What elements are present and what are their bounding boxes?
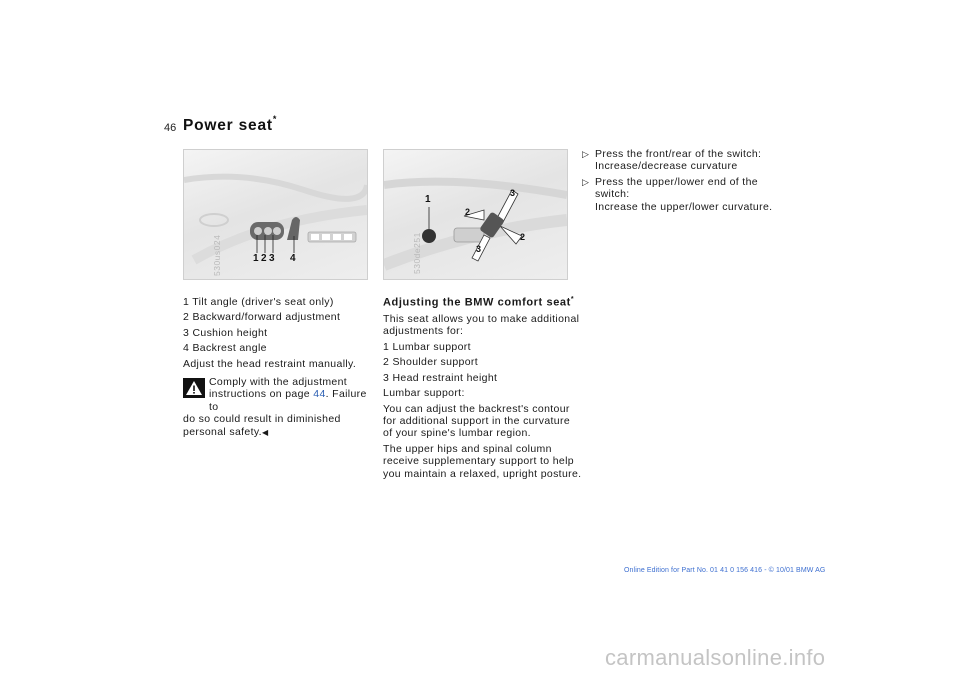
middle-column — [383, 294, 583, 480]
warning-line — [183, 388, 378, 413]
paragraph-line: you maintain a relaxed, upright posture. — [383, 467, 582, 480]
callout-3-lower: 3 — [476, 244, 482, 254]
comfort-seat-photo — [383, 149, 568, 280]
warning-text: . Failure to — [209, 388, 367, 413]
page-number: 46 — [164, 122, 177, 134]
callout-3: 3 — [269, 253, 275, 264]
warning-line: do so could result in diminished — [183, 413, 341, 426]
paragraph-line: for additional support in the curvature — [383, 414, 571, 427]
callout-1: 1 — [253, 253, 259, 264]
section-heading — [383, 294, 583, 309]
bullet-line: Increase/decrease curvature — [595, 160, 738, 173]
paragraph-line: The upper hips and spinal column — [383, 442, 552, 455]
optional-equipment-mark: * — [570, 296, 575, 303]
callout-2: 2 — [261, 253, 267, 264]
lumbar-label: Lumbar support: — [383, 387, 465, 400]
right-column — [583, 148, 783, 216]
bullet-item — [583, 176, 783, 213]
callout-1: 1 — [425, 194, 431, 205]
list-item: 3 Cushion height — [183, 326, 268, 339]
callout-3: 3 — [510, 188, 516, 198]
warning-icon — [183, 378, 205, 398]
callout-4: 4 — [290, 253, 296, 264]
figure-code: 530us024 — [212, 234, 222, 276]
end-mark-icon: ◀ — [261, 427, 269, 437]
warning-line — [183, 426, 378, 439]
warning-text: personal safety. — [183, 425, 262, 438]
bullet-line: switch: — [595, 188, 630, 201]
paragraph-line: of your spine's lumbar region. — [383, 427, 531, 440]
seat-switch-photo — [183, 149, 368, 280]
bullet-item — [583, 148, 783, 173]
list-item: 4 Backrest angle — [183, 342, 267, 355]
list-item: 2 Shoulder support — [383, 356, 479, 369]
list-item: 1 Lumbar support — [383, 340, 471, 353]
callout-2-lower: 2 — [520, 232, 526, 242]
paragraph-line: You can adjust the backrest's contour — [383, 402, 570, 415]
bullet-line: ▷ Press the front/rear of the switch: — [595, 148, 762, 160]
footer-edition-note: Online Edition for Part No. 01 41 0 156 416 - © 10/01 BMW AG — [624, 567, 826, 574]
warning-line: Comply with the adjustment — [209, 376, 348, 389]
list-item: 2 Backward/forward adjustment — [183, 311, 341, 324]
head-restraint-note: Adjust the head restraint manually. — [183, 357, 357, 370]
callout-2: 2 — [465, 207, 471, 217]
left-column — [183, 296, 378, 439]
list-item: 1 Tilt angle (driver's seat only) — [183, 296, 334, 308]
page-reference-link[interactable]: 44 — [313, 388, 326, 401]
bullet-line: Increase the upper/lower curvature. — [595, 200, 773, 213]
bullet-line: ▷ Press the upper/lower end of the — [595, 175, 758, 188]
intro-line: adjustments for: — [383, 325, 464, 338]
warning-text: instructions on page — [209, 388, 314, 401]
section-heading-text: Adjusting the BMW comfort seat — [383, 296, 571, 309]
intro-line: This seat allows you to make additional — [383, 313, 580, 326]
optional-equipment-mark: * — [272, 114, 278, 124]
page-title-text: Power seat — [183, 117, 273, 135]
page-title — [183, 116, 277, 135]
figure-code: 530de251 — [412, 232, 422, 274]
warning-block — [183, 376, 378, 439]
list-item: 3 Head restraint height — [383, 371, 498, 384]
watermark: carmanualsonline.info — [605, 645, 826, 670]
paragraph-line: receive supplementary support to help — [383, 455, 574, 468]
